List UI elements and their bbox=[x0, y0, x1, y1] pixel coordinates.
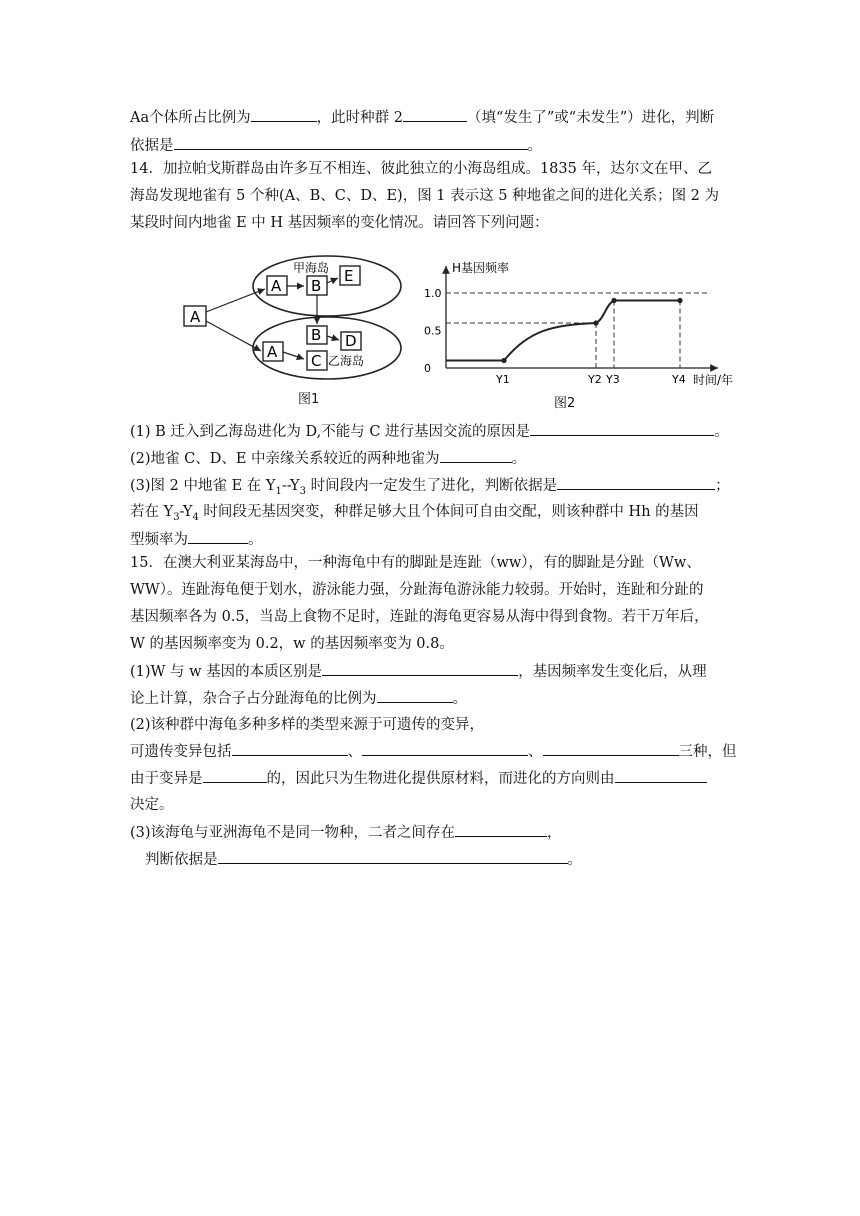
q15-text: 论上计算，杂合子占分趾海龟的比例为 bbox=[130, 691, 377, 707]
species-d-label: D bbox=[345, 332, 357, 350]
q14-text: -Y bbox=[179, 504, 193, 520]
q15-text: 三种，但 bbox=[678, 744, 737, 760]
q15-text: (1)W 与 w 基因的本质区别是 bbox=[130, 664, 323, 680]
answer-blank[interactable] bbox=[188, 529, 248, 544]
subscript: 3 bbox=[299, 485, 306, 497]
figure-2-gene-frequency-chart bbox=[418, 258, 738, 390]
h-frequency-curve bbox=[446, 301, 680, 361]
q13-text: 。 bbox=[527, 138, 542, 154]
q15-part-1b bbox=[130, 688, 467, 709]
q14-part-2 bbox=[130, 448, 526, 469]
subscript: 3 bbox=[173, 511, 180, 523]
answer-blank[interactable] bbox=[362, 741, 528, 756]
species-b-jia-label: B bbox=[311, 277, 322, 295]
q14-text: 时间段无基因突变，种群足够大且个体间可自由交配，则该种群中 Hh 的基因 bbox=[198, 504, 699, 520]
answer-blank[interactable] bbox=[203, 768, 267, 783]
q14-text: 时间段内一定发生了进化，判断依据是 bbox=[306, 478, 558, 494]
answer-blank[interactable] bbox=[232, 741, 348, 756]
q13-line-2 bbox=[130, 135, 542, 156]
arrow-a-to-c bbox=[283, 352, 304, 359]
q15-part-3b bbox=[145, 849, 582, 870]
q15-text: 的，因此只为生物进化提供原材料，而进化的方向则由 bbox=[266, 771, 615, 787]
q15-part-2a: (2)该种群中海龟多种多样的类型来源于可遗传的变异， bbox=[130, 717, 485, 733]
data-point-Y1 bbox=[501, 358, 506, 363]
q14-text: (2)地雀 C、D、E 中亲缘关系较近的两种地雀为 bbox=[130, 451, 440, 467]
q15-text: ， bbox=[547, 825, 562, 841]
junction-dot bbox=[315, 315, 319, 319]
q15-stem-2: WW）。连趾海龟便于划水，游泳能力强，分趾海龟游泳能力较弱。开始时，连趾和分趾的 bbox=[130, 582, 704, 598]
species-a-label: A bbox=[190, 308, 201, 326]
q15-part-2b bbox=[130, 741, 737, 762]
subscript: 4 bbox=[192, 511, 199, 523]
y-tick-label: 0.5 bbox=[424, 324, 442, 338]
answer-blank[interactable] bbox=[557, 475, 715, 490]
q14-text: (1) B 迁入到乙海岛进化为 D,不能与 C 进行基因交流的原因是 bbox=[130, 424, 531, 440]
q14-stem-1: 14．加拉帕戈斯群岛由许多互不相连、彼此独立的小海岛组成。1835 年，达尔文在甲、乙 bbox=[130, 161, 712, 177]
y-tick-label: 0 bbox=[424, 362, 431, 375]
q14-part-3c bbox=[130, 529, 263, 550]
y-axis-label: H基因频率 bbox=[452, 261, 510, 275]
answer-blank[interactable] bbox=[322, 661, 518, 676]
species-e-label: E bbox=[344, 267, 354, 285]
q14-stem-3: 某段时间内地雀 E 中 H 基因频率的变化情况。请回答下列问题： bbox=[130, 215, 549, 231]
q15-text: 可遗传变异包括 bbox=[130, 744, 232, 760]
arrow-a-to-jia bbox=[206, 289, 265, 312]
q15-stem-4: W 的基因频率变为 0.2，w 的基因频率变为 0.8。 bbox=[130, 636, 454, 652]
arrow-b-to-d bbox=[327, 336, 339, 340]
x-tick-label: Y2 bbox=[588, 373, 602, 386]
q14-part-1 bbox=[130, 421, 729, 442]
q13-text: ，此时种群 2 bbox=[316, 110, 403, 126]
x-tick-label: Y4 bbox=[672, 373, 686, 386]
q13-text: Aa个体所占比例为 bbox=[130, 110, 251, 126]
y-tick-label: 1.0 bbox=[424, 287, 442, 300]
arrow-a-to-yi bbox=[206, 321, 261, 351]
answer-blank[interactable] bbox=[615, 768, 707, 783]
answer-blank[interactable] bbox=[403, 107, 467, 122]
q15-part-3a bbox=[130, 822, 562, 843]
species-b-yi-label: B bbox=[311, 326, 322, 344]
q15-text: 。 bbox=[567, 852, 582, 868]
island-yi-label: 乙海岛 bbox=[328, 354, 365, 368]
data-point-Y3 bbox=[611, 298, 616, 303]
answer-blank[interactable] bbox=[377, 688, 453, 703]
species-a-jia-label: A bbox=[271, 277, 282, 295]
q15-text: ，基因频率发生变化后，从理 bbox=[518, 664, 707, 680]
q15-text: 。 bbox=[452, 691, 467, 707]
q15-stem-3: 基因频率各为 0.5，当岛上食物不足时，连趾的海龟更容易从海中得到食物。若干万年后， bbox=[130, 609, 709, 625]
answer-blank[interactable] bbox=[455, 822, 547, 837]
q15-text: 、 bbox=[528, 744, 543, 760]
figure-1-caption: 图1 bbox=[298, 392, 320, 407]
q14-text: (3)图 2 中地雀 E 在 Y bbox=[130, 478, 276, 494]
q14-text: 若在 Y bbox=[130, 504, 174, 520]
q14-text: ； bbox=[715, 478, 730, 494]
q13-text: （填“发生了”或“未发生”）进化，判断 bbox=[466, 110, 715, 126]
figure-2-caption: 图2 bbox=[554, 396, 576, 411]
answer-blank[interactable] bbox=[440, 448, 512, 463]
q15-part-1a bbox=[130, 661, 707, 682]
q14-text: --Y bbox=[281, 478, 300, 494]
answer-blank[interactable] bbox=[218, 849, 568, 864]
answer-blank[interactable] bbox=[543, 741, 679, 756]
q15-part-2d: 决定。 bbox=[130, 797, 174, 813]
q15-text: 、 bbox=[347, 744, 362, 760]
q15-stem-1: 15．在澳大利亚某海岛中，一种海龟中有的脚趾是连趾（ww），有的脚趾是分趾（Ww、 bbox=[130, 555, 701, 571]
q14-stem-2: 海岛发现地雀有 5 个种(A、B、C、D、E)，图 1 表示这 5 种地雀之间的进化关系；图 2 为 bbox=[130, 188, 720, 204]
x-axis-label: 时间/年 bbox=[693, 373, 734, 387]
q14-text: 。 bbox=[714, 424, 729, 440]
x-tick-label: Y1 bbox=[496, 373, 510, 386]
data-point-Y2 bbox=[593, 320, 598, 325]
q15-part-2c bbox=[130, 768, 707, 789]
data-point-Y4 bbox=[677, 298, 682, 303]
answer-blank[interactable] bbox=[174, 135, 528, 150]
subscript: 1 bbox=[275, 485, 282, 497]
q15-text: 判断依据是 bbox=[145, 852, 218, 868]
q14-text: 。 bbox=[511, 451, 527, 467]
q13-text: 依据是 bbox=[130, 138, 174, 154]
figure-1-evolution-diagram bbox=[178, 252, 408, 402]
x-tick-label: Y3 bbox=[606, 373, 620, 386]
q14-text: 。 bbox=[248, 532, 263, 548]
q15-text: 由于变异是 bbox=[130, 771, 203, 787]
arrow-b-to-e bbox=[327, 278, 338, 283]
island-jia-label: 甲海岛 bbox=[293, 261, 330, 275]
q15-text: (3)该海龟与亚洲海龟不是同一物种，二者之间存在 bbox=[130, 825, 456, 841]
answer-blank[interactable] bbox=[251, 107, 317, 122]
q14-text: 型频率为 bbox=[130, 532, 188, 548]
species-c-label: C bbox=[311, 352, 322, 370]
answer-blank[interactable] bbox=[530, 421, 714, 436]
q14-part-3a bbox=[130, 475, 730, 502]
q14-part-3b bbox=[130, 502, 699, 528]
species-a-yi-label: A bbox=[267, 343, 278, 361]
q13-line-1 bbox=[130, 107, 714, 128]
